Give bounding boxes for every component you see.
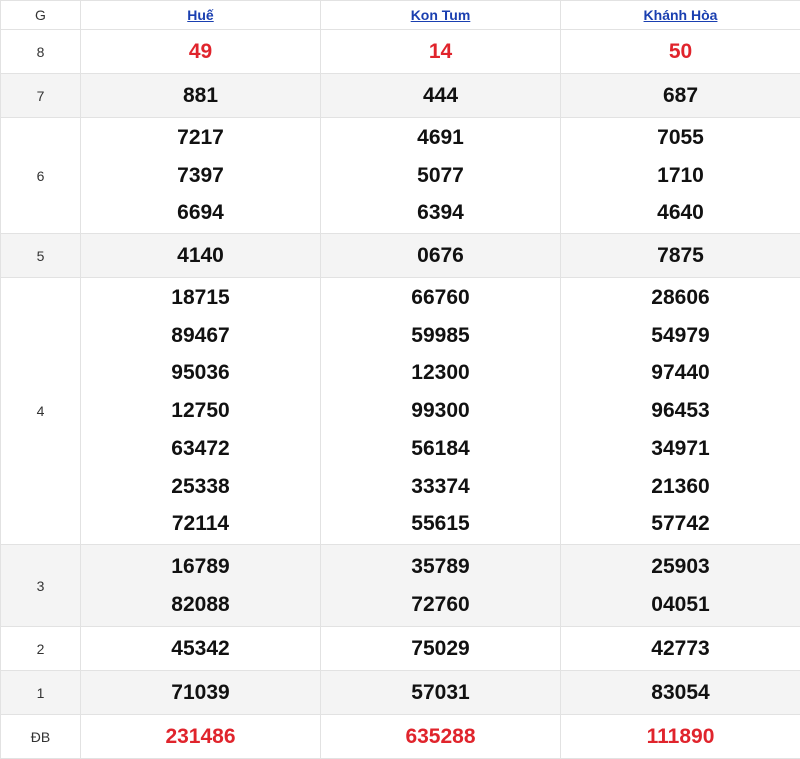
prize-number: 04051 (561, 586, 800, 624)
prize-cell (81, 278, 321, 545)
prize-number: 45342 (81, 630, 320, 668)
prize-number: 28606 (561, 279, 800, 317)
prize-cell (561, 30, 800, 74)
prize-label: 4 (1, 278, 81, 545)
prize-number: 1710 (561, 157, 800, 195)
province-header-kon-tum (321, 1, 561, 30)
prize-number: 66760 (321, 279, 560, 317)
prize-number: 111890 (561, 718, 800, 756)
prize-number: 4640 (561, 194, 800, 232)
prize-number: 6694 (81, 194, 320, 232)
prize-cell (81, 74, 321, 118)
prize-cell (81, 671, 321, 715)
prize-row (1, 74, 800, 118)
header-row (1, 1, 800, 30)
prize-number: 72114 (81, 505, 320, 543)
prize-number: 89467 (81, 317, 320, 355)
prize-number: 35789 (321, 548, 560, 586)
prize-number: 95036 (81, 354, 320, 392)
prize-cell (561, 278, 800, 545)
prize-label: 2 (1, 627, 81, 671)
prize-row (1, 627, 800, 671)
prize-cell (321, 545, 561, 627)
prize-label: ĐB (1, 715, 81, 759)
prize-number: 18715 (81, 279, 320, 317)
prize-number: 7875 (561, 237, 800, 275)
prize-cell (81, 234, 321, 278)
prize-number: 50 (561, 33, 800, 71)
prize-cell (321, 627, 561, 671)
prize-number: 4691 (321, 119, 560, 157)
prize-number: 635288 (321, 718, 560, 756)
prize-label: 8 (1, 30, 81, 74)
province-header-hue (81, 1, 321, 30)
prize-number: 12300 (321, 354, 560, 392)
prize-number: 12750 (81, 392, 320, 430)
prize-number: 21360 (561, 468, 800, 506)
prize-cell (321, 715, 561, 759)
prize-cell (561, 627, 800, 671)
prize-number: 7217 (81, 119, 320, 157)
prize-number: 42773 (561, 630, 800, 668)
prize-cell (321, 671, 561, 715)
prize-number: 54979 (561, 317, 800, 355)
prize-number: 56184 (321, 430, 560, 468)
prize-number: 6394 (321, 194, 560, 232)
prize-number: 33374 (321, 468, 560, 506)
prize-number: 55615 (321, 505, 560, 543)
province-link-khanh-hoa[interactable]: Khánh Hòa (644, 7, 718, 23)
prize-number: 63472 (81, 430, 320, 468)
prize-number: 0676 (321, 237, 560, 275)
prize-label: 3 (1, 545, 81, 627)
province-link-hue[interactable]: Huế (187, 7, 213, 23)
prize-number: 57742 (561, 505, 800, 543)
prize-number: 71039 (81, 674, 320, 712)
prize-label: 1 (1, 671, 81, 715)
prize-number: 72760 (321, 586, 560, 624)
prize-number: 5077 (321, 157, 560, 195)
prize-number: 7055 (561, 119, 800, 157)
prize-number: 7397 (81, 157, 320, 195)
prize-cell (561, 545, 800, 627)
prize-cell (561, 74, 800, 118)
prize-cell (81, 715, 321, 759)
prize-cell (561, 715, 800, 759)
prize-cell (561, 671, 800, 715)
prize-cell (81, 30, 321, 74)
prize-row (1, 715, 800, 759)
prize-number: 16789 (81, 548, 320, 586)
prize-row (1, 278, 800, 545)
prize-cell (81, 627, 321, 671)
prize-number: 881 (81, 77, 320, 115)
prize-number: 444 (321, 77, 560, 115)
prize-row (1, 118, 800, 234)
prize-row (1, 30, 800, 74)
prize-number: 231486 (81, 718, 320, 756)
prize-number: 82088 (81, 586, 320, 624)
prize-label: 7 (1, 74, 81, 118)
prize-number: 687 (561, 77, 800, 115)
prize-number: 99300 (321, 392, 560, 430)
prize-number: 34971 (561, 430, 800, 468)
prize-number: 57031 (321, 674, 560, 712)
province-header-khanh-hoa (561, 1, 800, 30)
prize-cell (81, 545, 321, 627)
prize-number: 49 (81, 33, 320, 71)
prize-row (1, 234, 800, 278)
prize-cell (321, 278, 561, 545)
prize-column-header: G (1, 1, 81, 30)
prize-cell (321, 30, 561, 74)
prize-number: 59985 (321, 317, 560, 355)
prize-number: 97440 (561, 354, 800, 392)
province-link-kon-tum[interactable]: Kon Tum (411, 7, 471, 23)
prize-number: 25338 (81, 468, 320, 506)
prize-cell (321, 234, 561, 278)
prize-label: 6 (1, 118, 81, 234)
prize-number: 25903 (561, 548, 800, 586)
prize-label: 5 (1, 234, 81, 278)
prize-number: 83054 (561, 674, 800, 712)
prize-number: 14 (321, 33, 560, 71)
prize-number: 75029 (321, 630, 560, 668)
prize-number: 4140 (81, 237, 320, 275)
prize-cell (321, 74, 561, 118)
prize-cell (321, 118, 561, 234)
prize-cell (561, 118, 800, 234)
prize-number: 96453 (561, 392, 800, 430)
prize-row (1, 671, 800, 715)
prize-row (1, 545, 800, 627)
prize-cell (81, 118, 321, 234)
prize-cell (561, 234, 800, 278)
